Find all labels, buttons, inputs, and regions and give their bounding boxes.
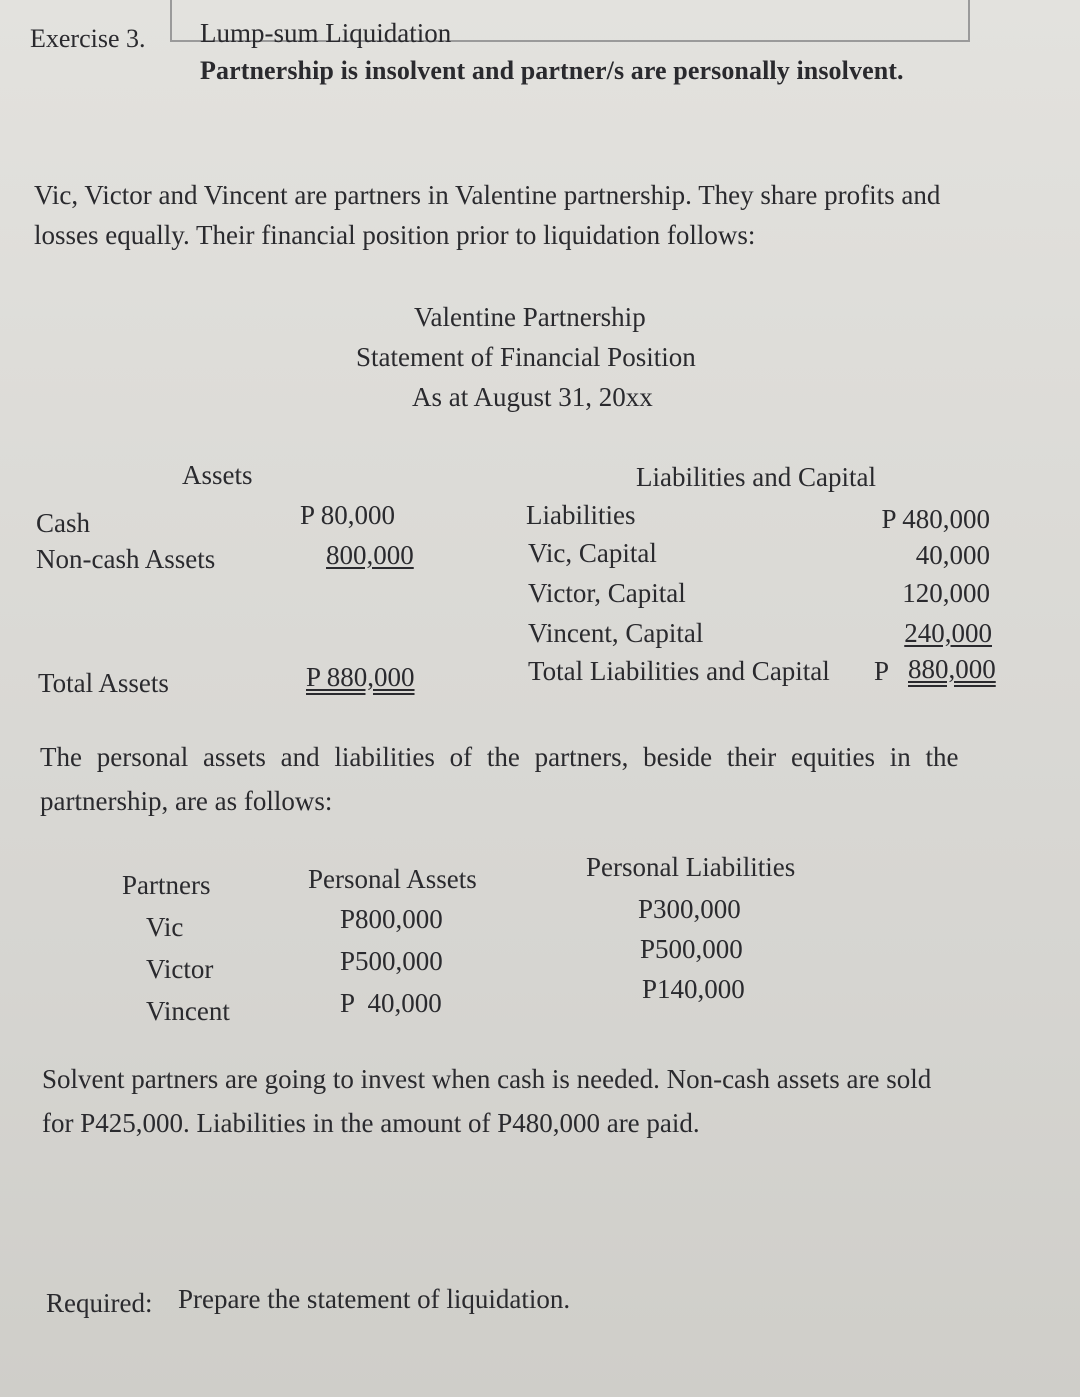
liab-value-vincent: 240,000: [904, 618, 992, 648]
liab-header: Liabilities and Capital: [636, 462, 876, 492]
asset-value-cash: P 80,000: [300, 500, 396, 530]
liab-label-victor: Victor, Capital: [528, 578, 686, 608]
liabilities-vincent: P140,000: [642, 974, 745, 1004]
personal-intro-line-2: partnership, are as follows:: [40, 786, 333, 816]
liabilities-victor: P500,000: [640, 934, 743, 964]
assets-vincent: P 40,000: [340, 988, 442, 1018]
liab-value-liabilities: P 480,000: [881, 504, 990, 534]
intro-line-2: losses equally. Their financial position prior to liquidation follows:: [34, 220, 756, 250]
closing-line-1: Solvent partners are going to invest when cash is needed. Non-cash assets are sold: [42, 1064, 932, 1094]
liab-value-victor: 120,000: [902, 578, 990, 608]
liabilities-vic: P300,000: [638, 894, 741, 924]
intro-line-1: Vic, Victor and Vincent are partners in Valentine partnership. They share profits and: [34, 180, 941, 210]
asset-label-noncash: Non-cash Assets: [36, 544, 216, 574]
total-liab-label: Total Liabilities and Capital: [528, 656, 830, 686]
required-label: Required:: [46, 1288, 153, 1318]
exercise-title: Lump-sum Liquidation: [200, 18, 452, 48]
statement-entity: Valentine Partnership: [414, 302, 646, 332]
exercise-number: Exercise 3.: [30, 24, 146, 53]
asset-value-noncash: 800,000: [326, 540, 414, 570]
assets-vic: P800,000: [340, 904, 443, 934]
personal-intro-text: The personal assets and liabilities of the partners, beside their equities in the: [40, 742, 959, 772]
partner-vincent: Vincent: [146, 996, 230, 1026]
liab-label-vic: Vic, Capital: [528, 538, 657, 568]
header-personal-assets: Personal Assets: [308, 864, 477, 894]
asset-label-cash: Cash: [36, 508, 90, 538]
total-assets-label: Total Assets: [38, 668, 169, 698]
personal-intro-line-1: [40, 742, 1040, 773]
total-assets-value: P 880,000: [306, 662, 415, 692]
partner-vic: Vic: [146, 912, 184, 942]
total-liab-value: 880,000: [908, 654, 996, 684]
statement-name: Statement of Financial Position: [356, 342, 696, 372]
liab-label-liabilities: Liabilities: [526, 500, 636, 530]
assets-victor: P500,000: [340, 946, 443, 976]
header-personal-liabilities: Personal Liabilities: [586, 852, 796, 882]
header-partners: Partners: [122, 870, 211, 900]
statement-date: As at August 31, 20xx: [412, 382, 653, 412]
liab-label-vincent: Vincent, Capital: [528, 618, 704, 648]
total-liab-prefix: P: [874, 656, 890, 686]
exercise-subtitle: Partnership is insolvent and partner/s are personally insolvent.: [200, 56, 904, 85]
liab-value-vic: 40,000: [915, 540, 990, 570]
closing-line-2: for P425,000. Liabilities in the amount of P480,000 are paid.: [42, 1108, 700, 1138]
required-text: Prepare the statement of liquidation.: [178, 1284, 571, 1314]
partner-victor: Victor: [146, 954, 214, 984]
assets-header: Assets: [182, 460, 253, 490]
